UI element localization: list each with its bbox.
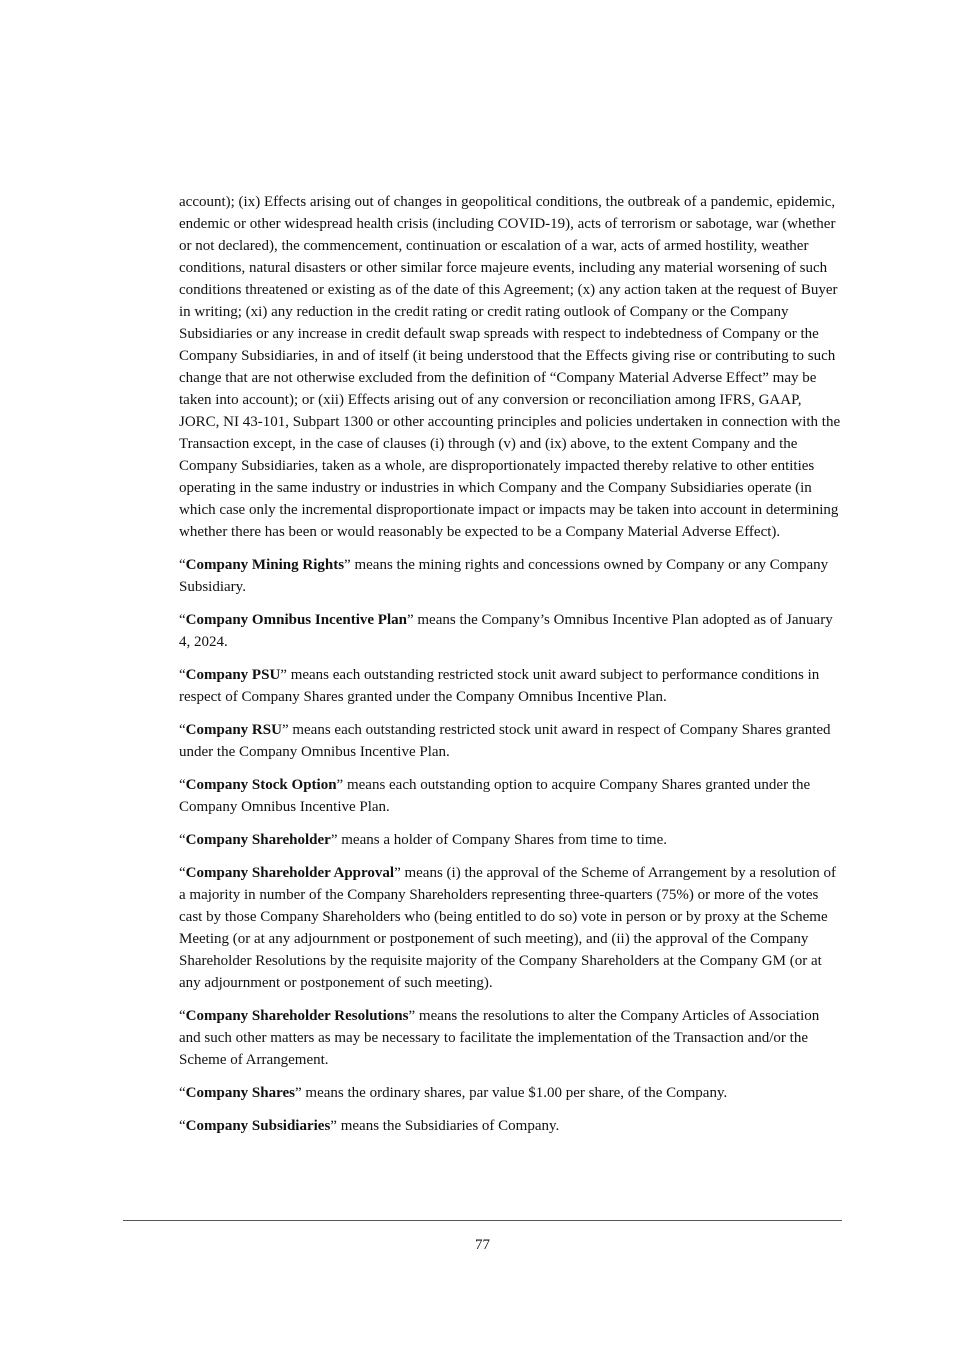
intro-paragraph: account); (ix) Effects arising out of changes in geopolitical conditions, the outbreak of a pandemic, epidemic, endemic or other widespread health crisis (including COVID-19), acts of terrorism or sabotage, war (whether or not declared), the commencement, continuation or escalation of a war, acts of armed hostility, weather conditions, natural disasters or other similar force majeure events, including any material worsening of such conditions threatened or existing as of the date of this Agreement; (x) any action taken at the request of Buyer in writing; (xi) any reduction in the credit rating or credit rating outlook of Company or the Company Subsidiaries or any increase in credit default swap spreads with respect to indebtedness of Company or the Company Subsidiaries, in and of itself (it being understood that the Effects giving rise or contributing to such change that are not otherwise excluded from the definition of “Company Material Adverse Effect” may be taken into account); or (xii) Effects arising out of any conversion or reconciliation among IFRS, GAAP, JORC, NI 43-101, Subpart 1300 or other accounting principles and policies undertaken in connection with the Transaction except, in the case of clauses (i) through (v) and (ix) above, to the extent Company and the Company Subsidiaries, taken as a whole, are disproportionately impacted thereby relative to other entities operating in the same industry or industries in which Company and the Company Subsidiaries operate (in which case only the incremental disproportionate impact or impacts may be taken into account in determining whether there has been or would reasonably be expected to be a Company Material Adverse Effect). [179, 194, 841, 540]
definition-paragraph [179, 1005, 842, 1071]
definition-paragraph [179, 664, 842, 708]
defined-term: Company Omnibus Incentive Plan [185, 612, 407, 628]
definition-text: ” means each outstanding restricted stock unit award subject to performance conditions in respect of Company Shares granted under the Company Omnibus Incentive Plan. [179, 667, 820, 705]
open-quote: “ [179, 667, 186, 683]
open-quote: “ [179, 1118, 186, 1134]
definition-paragraph [179, 719, 842, 763]
definition-text: ” means each outstanding option to acquire Company Shares granted under the Company Omnibus Incentive Plan. [179, 777, 811, 815]
definition-paragraph [179, 1115, 842, 1137]
definition-text: ” means (i) the approval of the Scheme of Arrangement by a resolution of a majority in number of the Company Shareholders representing three-quarters (75%) or more of the votes cast by those Company Shareholders who (being entitled to do so) vote in person or by proxy at the Scheme Meeting (or at any adjournment or postponement of such meeting), and (ii) the approval of the Company Shareholder Resolutions by the requisite majority of the Company Shareholders at the Company GM (or at any adjournment or postponement of such meeting). [179, 865, 836, 991]
defined-term: Company Mining Rights [185, 557, 345, 573]
defined-term: Company Shareholder [185, 832, 331, 848]
definition-text: ” means the mining rights and concessions owned by Company or any Company Subsidiary. [179, 557, 829, 595]
definition-text: ” means the resolutions to alter the Company Articles of Association and such other matters as may be necessary to facilitate the implementation of the Transaction and/or the Scheme of Arrangement. [179, 1008, 820, 1068]
definition-paragraph [179, 1082, 842, 1104]
definition-text: ” means the Company’s Omnibus Incentive Plan adopted as of January 4, 2024. [179, 612, 833, 650]
open-quote: “ [179, 612, 186, 628]
definition-text: ” means the Subsidiaries of Company. [330, 1118, 560, 1134]
footer-divider [123, 1220, 842, 1221]
open-quote: “ [179, 1008, 186, 1024]
definition-text: ” means a holder of Company Shares from time to time. [330, 832, 668, 848]
open-quote: “ [179, 865, 186, 881]
document-body [179, 191, 842, 1148]
defined-term: Company Shareholder Resolutions [185, 1008, 409, 1024]
open-quote: “ [179, 1085, 186, 1101]
definition-paragraph [179, 554, 842, 598]
open-quote: “ [179, 832, 186, 848]
definition-text: ” means the ordinary shares, par value $1.00 per share, of the Company. [295, 1085, 728, 1101]
definition-paragraph [179, 862, 842, 994]
defined-term: Company RSU [185, 722, 282, 738]
definition-text: ” means each outstanding restricted stock unit award in respect of Company Shares granted under the Company Omnibus Incentive Plan. [179, 722, 831, 760]
definitions-list [179, 554, 842, 1137]
defined-term: Company Shareholder Approval [185, 865, 395, 881]
defined-term: Company Shares [185, 1085, 296, 1101]
page-number: 77 [475, 1237, 490, 1253]
definition-paragraph [179, 609, 842, 653]
open-quote: “ [179, 777, 186, 793]
definition-paragraph [179, 774, 842, 818]
defined-term: Company Stock Option [185, 777, 337, 793]
defined-term: Company PSU [185, 667, 281, 683]
open-quote: “ [179, 557, 186, 573]
open-quote: “ [179, 722, 186, 738]
defined-term: Company Subsidiaries [185, 1118, 331, 1134]
definition-paragraph [179, 829, 842, 851]
